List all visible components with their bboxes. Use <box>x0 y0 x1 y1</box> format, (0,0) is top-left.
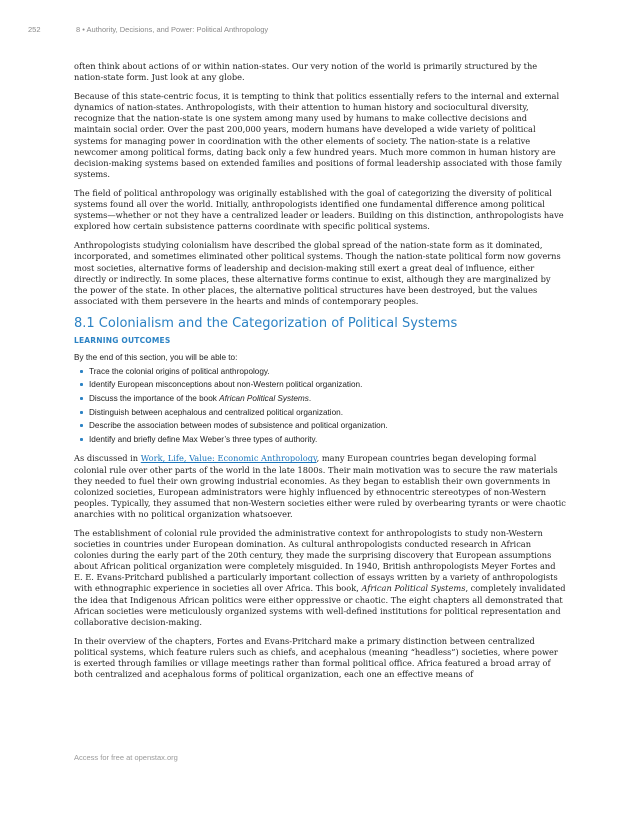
learning-outcomes-intro: By the end of this section, you will be able to: <box>74 352 238 362</box>
paragraph: In their overview of the chapters, Fortes and Evans-Pritchard make a primary distinction between centralized political systems, which feature rulers such as chiefs, and acephalous (meaning “headless”) societies, where power is exerted through families or village meetings rather than formal political office. Africa featured a broad array of both centralized and acephalous forms of political organization, each one an effective means of <box>74 635 558 680</box>
chapter-running-title: 8 • Authority, Decisions, and Power: Political Anthropology <box>76 25 269 34</box>
outcome-text: Discuss the importance of the book <box>89 394 220 404</box>
running-header <box>28 25 268 34</box>
book-title: African Political Systems <box>361 583 466 594</box>
footer: Access for free at openstax.org <box>74 753 178 762</box>
learning-outcomes-list <box>74 365 566 447</box>
list-item: Identify and briefly define Max Weber’s three types of authority. <box>80 433 566 447</box>
paragraph: Because of this state-centric focus, it is tempting to think that politics essentially refers to the internal and external dynamics of nation-states. Anthropologists, with their attention to human history and sociocultural diversity, recognize that the nation-state is one system among many used by humans to make collective decisions and maintain social order. Over the past 200,000 years, modern humans have developed a wide variety of political systems for managing power in coordination with the other elements of society. The nation-state is a relative newcomer among political forms, dating back only a few hundred years. Much more common in human history are decision-making systems based on extended families and positions of formal leadership associated with those family systems. <box>74 91 562 179</box>
paragraph: The field of political anthropology was originally established with the goal of categorizing the diversity of political systems found all over the world. Initially, anthropologists identified one fundamental difference among political systems—whether or not they have a centralized leader or leaders. Building on this distinction, anthropologists have explored how certain subsistence patterns coordinate with specific political systems. <box>74 187 564 232</box>
paragraph-text: , many European countries began developing formal colonial rule over other parts of the world in the late 1800s. Their main motivation was to secure the raw materials they needed to fuel their own growing industrial economies. As they began to establish their own governments in colonized societies, European administrators were highly influenced by ethnocentric stereotypes of non-Western peoples. Typically, they assumed that non-Western societies either were ruled by overbearing tyrants or were chaotic anarchies with no political organization whatsoever. <box>74 453 566 519</box>
learning-outcomes-heading: LEARNING OUTCOMES <box>74 335 171 345</box>
list-item: Describe the association between modes of subsistence and political organization. <box>80 419 566 433</box>
page-number: 252 <box>28 25 41 34</box>
paragraph <box>74 528 566 628</box>
paragraph-text: , completely invalidated the idea that Indigenous African politics were either oppressive or chaotic. The eight chapters all demonstrated that African societies were meticulously organized systems with well-defined institutions for political representation and collaborative decision-making. <box>74 583 566 627</box>
paragraph-text: As discussed in <box>74 453 141 464</box>
section-heading: 8.1 Colonialism and the Categorization of Political Systems <box>74 315 458 331</box>
page-content <box>74 61 566 688</box>
paragraph: Anthropologists studying colonialism have described the global spread of the nation-state form as it dominated, incorporated, and sometimes eliminated other political systems. Though the nation-state political form now governs most societies, alternative forms of leadership and decision-making still exert a great deal of influence, either directly or indirectly. In some places, these alternative forms continue to exist, although they are marginalized by the power of the state. In other places, the alternative political structures have been destroyed, but the values associated with them persevere in the hearts and minds of contemporary peoples. <box>74 240 561 306</box>
list-item: Distinguish between acephalous and centralized political organization. <box>80 406 566 420</box>
list-item: Identify European misconceptions about non-Western political organization. <box>80 378 566 392</box>
book-title: African Political Systems <box>219 394 309 404</box>
chapter-link[interactable]: Work, Life, Value: Economic Anthropology <box>140 453 317 464</box>
paragraph <box>74 453 566 520</box>
paragraph: often think about actions of or within nation-states. Our very notion of the world is primarily structured by the nation-state form. Just look at any globe. <box>74 61 538 83</box>
paragraph-text: The establishment of colonial rule provided the administrative context for anthropologists to study non-Western societies in countries under European domination. As cultural anthropologists conducted research in African colonies during the early part of the 20th century, they made the surprising discovery that European assumptions about African political organization were completely misguided. In 1940, British anthropologists Meyer Fortes and E. E. Evans-Pritchard published a particularly important collection of essays written by a variety of anthropologists with ethnographic experience in societies all over Africa. This book, <box>74 528 558 594</box>
list-item <box>80 392 566 406</box>
list-item: Trace the colonial origins of political anthropology. <box>80 365 566 379</box>
outcome-text: . <box>308 394 312 404</box>
